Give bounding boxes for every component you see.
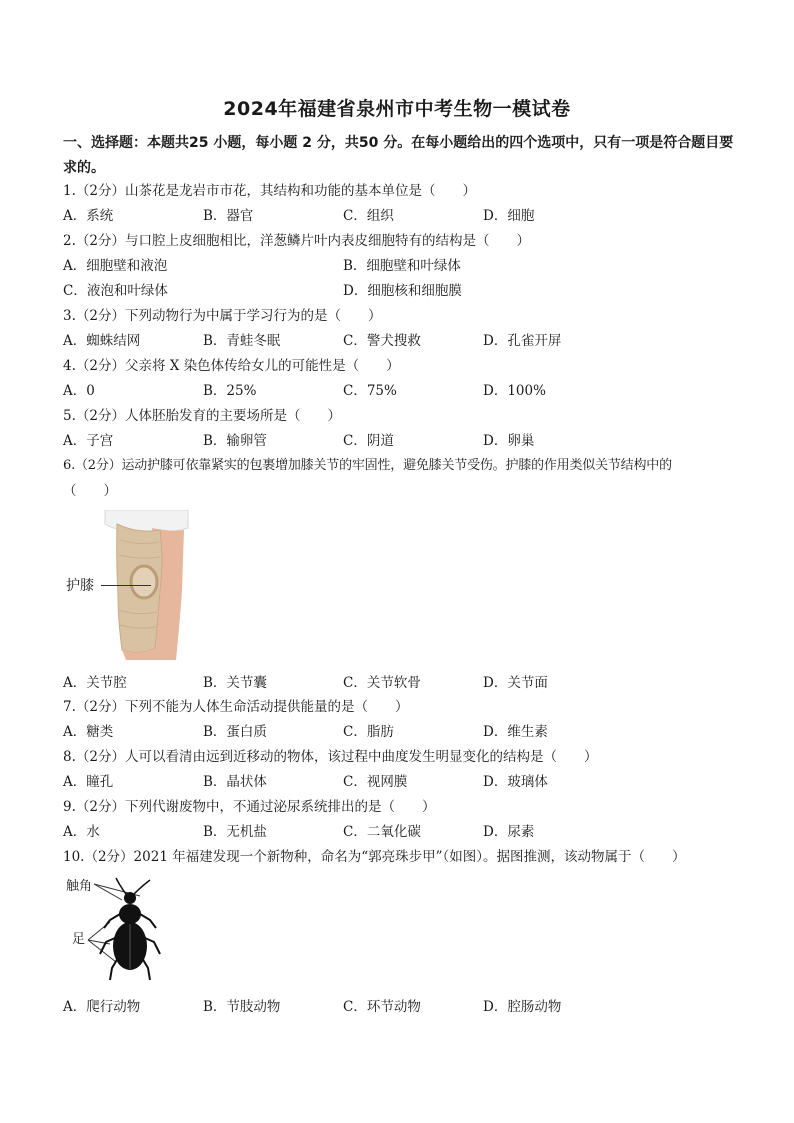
question-1-option-c[interactable]: C．组织 [343,208,394,224]
question-4-option-b[interactable]: B．25% [203,383,257,399]
question-6-option-a[interactable]: A．关节腔 [63,675,127,691]
question-6-stem-continued: （ ） [63,483,117,499]
question-3-option-c[interactable]: C．警犬搜救 [343,333,421,349]
question-1-stem: 1.（2分）山茶花是龙岩市市花，其结构和功能的基本单位是（ ） [63,183,476,199]
question-7-stem: 7.（2分）下列不能为人体生命活动提供能量的是（ ） [63,699,409,715]
knee-brace-label: 护膝 [66,578,94,594]
question-2-option-d[interactable]: D．细胞核和细胞膜 [343,283,462,299]
page-title: 2024年福建省泉州市中考生物一模试卷 [223,98,571,120]
question-5-option-c[interactable]: C．阴道 [343,433,394,449]
question-9-option-b[interactable]: B．无机盐 [203,824,267,840]
question-6-stem: 6.（2分）运动护膝可依靠紧实的包裹增加膝关节的牢固性，避免膝关节受伤。护膝的作用类似关节结构中的 [63,458,672,473]
question-1-option-d[interactable]: D．细胞 [483,208,535,224]
question-4-option-d[interactable]: D．100% [483,383,546,399]
question-7-option-b[interactable]: B．蛋白质 [203,724,267,740]
question-8-stem: 8.（2分）人可以看清由远到近移动的物体，该过程中曲度发生明显变化的结构是（ ） [63,749,598,765]
question-5-option-b[interactable]: B．输卵管 [203,433,267,449]
question-8-option-c[interactable]: C．视网膜 [343,774,408,790]
question-6-option-c[interactable]: C．关节软骨 [343,675,421,691]
question-9-option-d[interactable]: D．尿素 [483,824,535,840]
question-9-option-c[interactable]: C．二氧化碳 [343,824,421,840]
question-7-option-c[interactable]: C．脂肪 [343,724,394,740]
question-6-option-b[interactable]: B．关节囊 [203,675,267,691]
question-9-stem: 9.（2分）下列代谢废物中，不通过泌尿系统排出的是（ ） [63,799,436,815]
question-10-option-d[interactable]: D．腔肠动物 [483,999,562,1015]
question-4-stem: 4.（2分）父亲将 X 染色体传给女儿的可能性是（ ） [63,358,400,374]
question-7-option-d[interactable]: D．维生素 [483,724,548,740]
question-3-stem: 3.（2分）下列动物行为中属于学习行为的是（ ） [63,308,382,324]
section-heading: 一、选择题：本题共25 小题，每小题 2 分，共50 分。在每小题给出的四个选项中，只有一项是符合题目要求的。 [63,135,734,176]
question-7-option-a[interactable]: A．糖类 [63,724,114,740]
question-10-stem: 10.（2分）2021 年福建发现一个新物种，命名为“郭亮珠步甲”（如图）。据图推测，该动物属于（ ） [63,849,686,865]
question-4-option-a[interactable]: A．0 [63,383,95,399]
question-3-option-b[interactable]: B．青蛙冬眠 [203,333,281,349]
question-10-option-c[interactable]: C．环节动物 [343,999,421,1015]
question-2-option-a[interactable]: A．细胞壁和液泡 [63,258,168,274]
question-8-option-b[interactable]: B．晶状体 [203,774,267,790]
question-2-option-c[interactable]: C．液泡和叶绿体 [63,283,168,299]
question-10-option-a[interactable]: A．爬行动物 [63,999,141,1015]
question-4-option-c[interactable]: C．75% [343,383,397,399]
antenna-label: 触角 [66,879,93,894]
question-3-option-a[interactable]: A．蜘蛛结网 [63,333,141,349]
leg-label: 足 [72,932,86,947]
question-10-option-b[interactable]: B．节肢动物 [203,999,281,1015]
question-9-option-a[interactable]: A．水 [63,824,100,840]
question-8-option-a[interactable]: A．瞳孔 [63,774,114,790]
question-1-option-b[interactable]: B．器官 [203,208,254,224]
question-2-option-b[interactable]: B．细胞壁和叶绿体 [343,258,461,274]
knee-brace-leader-line [101,585,151,586]
question-6-option-d[interactable]: D．关节面 [483,675,548,691]
question-3-option-d[interactable]: D．孔雀开屏 [483,333,562,349]
question-5-option-a[interactable]: A．子宫 [63,433,114,449]
question-1-option-a[interactable]: A．系统 [63,208,114,224]
question-5-stem: 5.（2分）人体胚胎发育的主要场所是（ ） [63,408,341,424]
question-5-option-d[interactable]: D．卵巢 [483,433,535,449]
question-2-stem: 2.（2分）与口腔上皮细胞相比，洋葱鳞片叶内表皮细胞特有的结构是（ ） [63,233,530,249]
question-8-option-d[interactable]: D．玻璃体 [483,774,548,790]
